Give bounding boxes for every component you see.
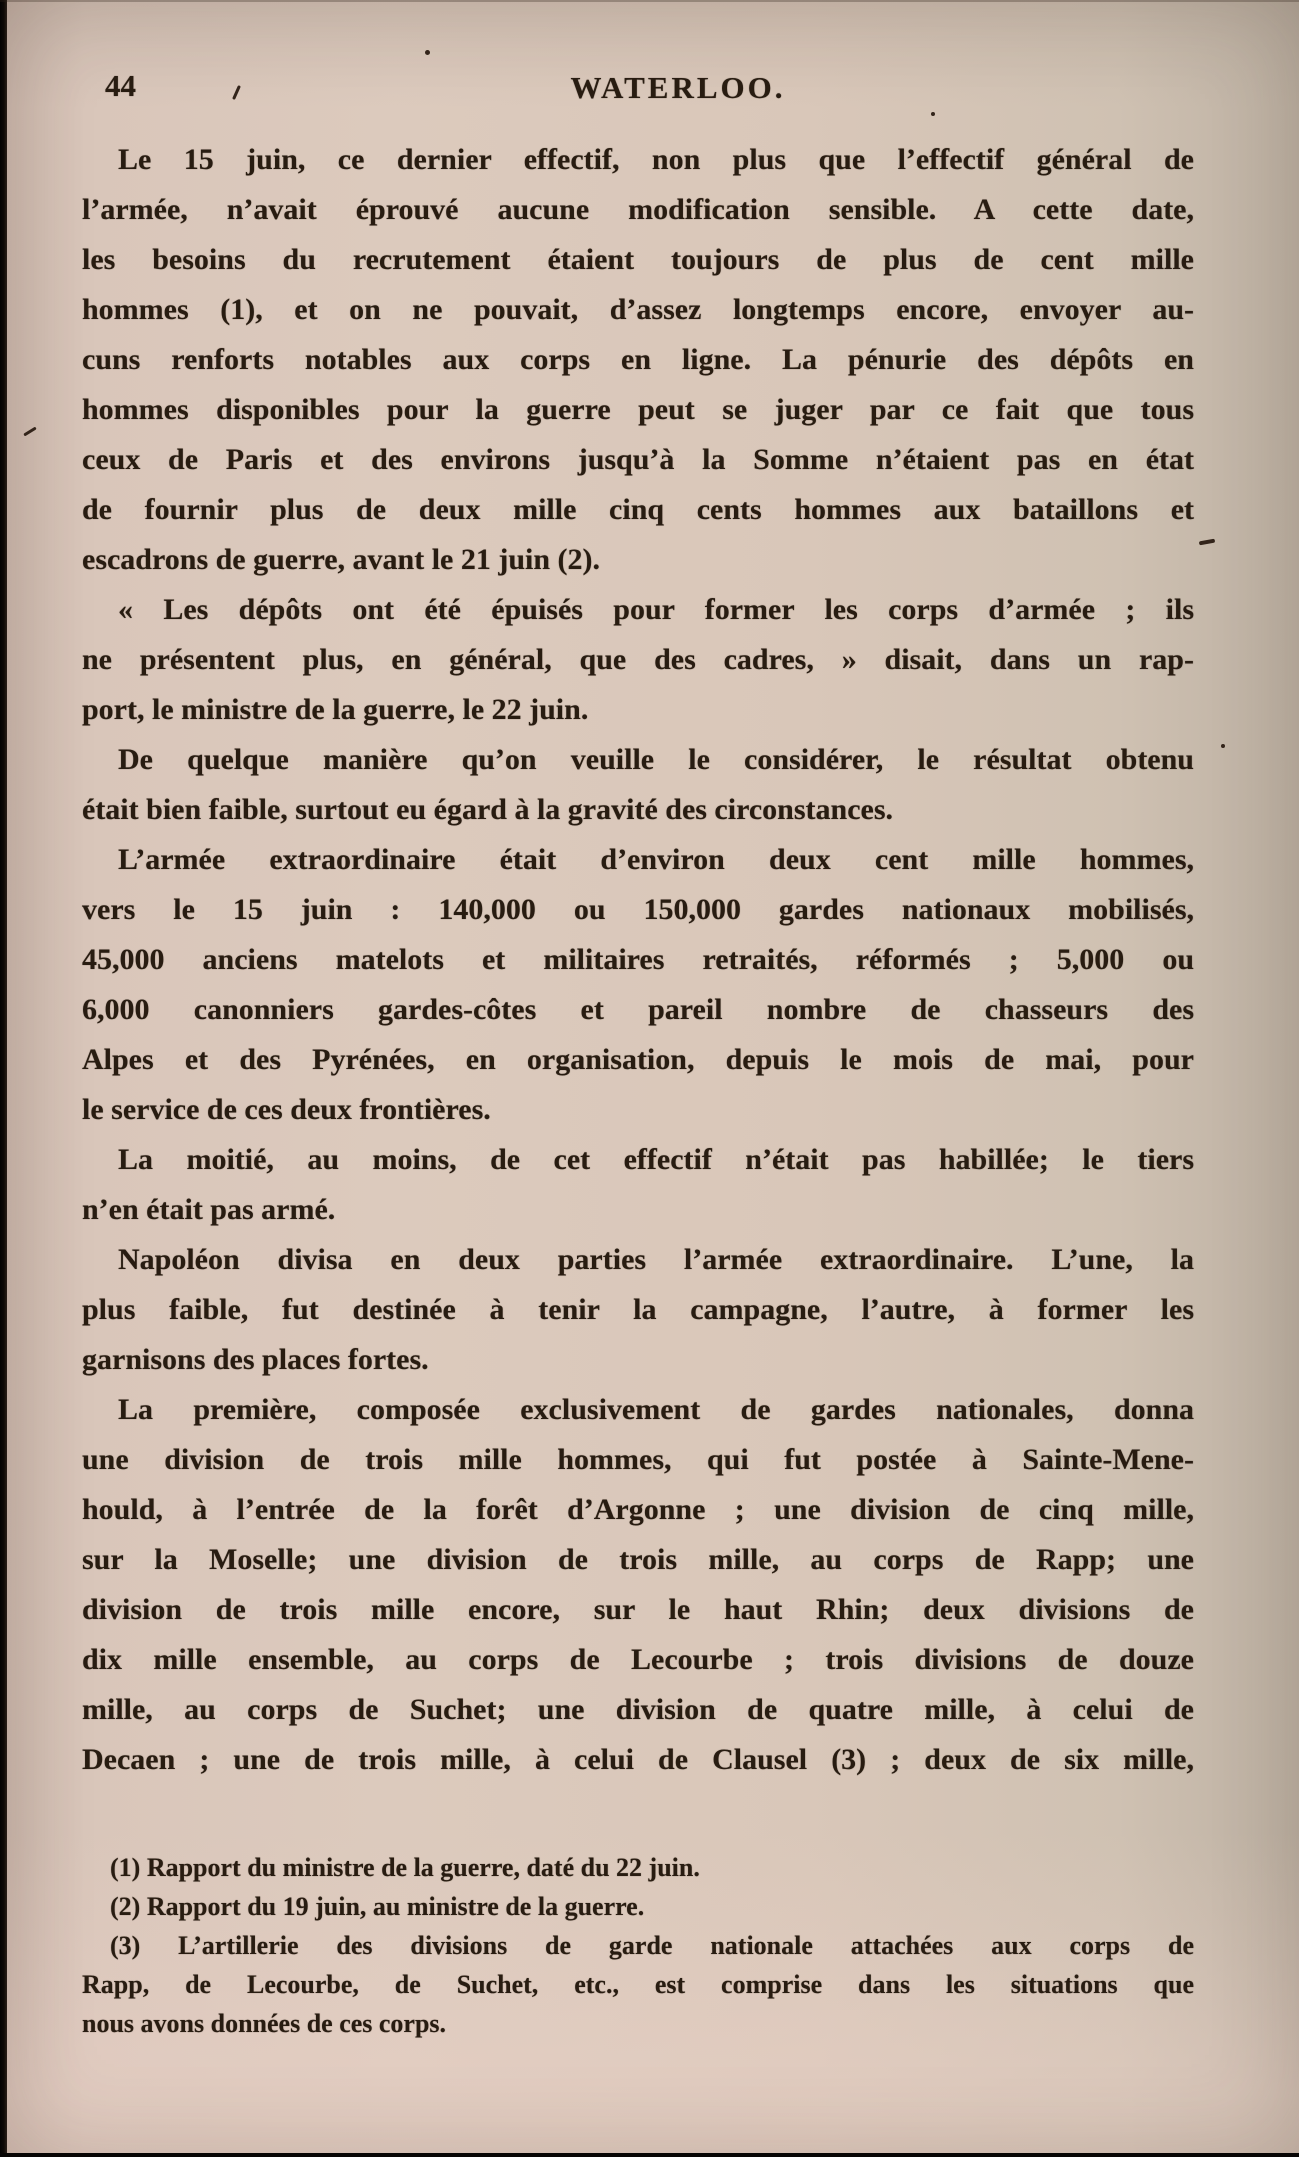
page xyxy=(7,0,1299,2154)
scan-bottom-edge xyxy=(0,2153,1299,2157)
text-line: une division de trois mille hommes, qui fut postée à Sainte-Mene- xyxy=(82,1443,1194,1476)
footnote-line: (2) Rapport du 19 juin, au ministre de la guerre. xyxy=(110,1892,645,1921)
text-line: de fournir plus de deux mille cinq cents hommes aux bataillons et xyxy=(82,493,1194,526)
text-line: escadrons de guerre, avant le 21 juin (2). xyxy=(82,543,601,576)
text-line: Decaen ; une de trois mille, à celui de Clausel (3) ; deux de six mille, xyxy=(82,1743,1194,1776)
text-line: La moitié, au moins, de cet effectif n’était pas habillée; le tiers xyxy=(118,1143,1194,1176)
text-line: hommes (1), et on ne pouvait, d’assez longtemps encore, envoyer au- xyxy=(82,293,1194,326)
scan-top-edge xyxy=(0,0,1299,2)
text-line: mille, au corps de Suchet; une division de quatre mille, à celui de xyxy=(82,1693,1194,1726)
text-line: les besoins du recrutement étaient toujours de plus de cent mille xyxy=(82,243,1194,276)
footnote-line: Rapp, de Lecourbe, de Suchet, etc., est comprise dans les situations que xyxy=(82,1970,1194,1999)
page-number: 44 xyxy=(105,68,136,103)
scan-speck xyxy=(1221,744,1225,748)
text-line: L’armée extraordinaire était d’environ deux cent mille hommes, xyxy=(118,843,1194,876)
text-line: « Les dépôts ont été épuisés pour former les corps d’armée ; ils xyxy=(118,593,1194,626)
text-line: le service de ces deux frontières. xyxy=(82,1093,491,1126)
text-line: hould, à l’entrée de la forêt d’Argonne ; une division de cinq mille, xyxy=(82,1493,1194,1526)
text-line: garnisons des places fortes. xyxy=(82,1343,429,1376)
running-title: WATERLOO. xyxy=(570,70,786,105)
footnote-line: nous avons données de ces corps. xyxy=(82,2009,447,2038)
text-line: Napoléon divisa en deux parties l’armée extraordinaire. L’une, la xyxy=(118,1243,1194,1276)
footnote-line: (1) Rapport du ministre de la guerre, daté du 22 juin. xyxy=(110,1853,700,1882)
footnote-line: (3) L’artillerie des divisions de garde nationale attachées aux corps de xyxy=(110,1931,1194,1960)
scan-speck xyxy=(931,112,935,116)
text-line: l’armée, n’avait éprouvé aucune modification sensible. A cette date, xyxy=(82,193,1194,226)
text-line: hommes disponibles pour la guerre peut se juger par ce fait que tous xyxy=(82,393,1194,426)
text-line: port, le ministre de la guerre, le 22 juin. xyxy=(82,693,589,726)
text-line: Alpes et des Pyrénées, en organisation, depuis le mois de mai, pour xyxy=(82,1043,1194,1076)
paragraph xyxy=(82,835,1194,1135)
paragraph xyxy=(82,135,1194,585)
text-line: 6,000 canonniers gardes-côtes et pareil nombre de chasseurs des xyxy=(82,993,1194,1026)
scan-left-edge xyxy=(0,0,7,2157)
text-line: La première, composée exclusivement de gardes nationales, donna xyxy=(118,1393,1194,1426)
text-line: était bien faible, surtout eu égard à la gravité des circonstances. xyxy=(82,793,894,826)
text-line: ne présentent plus, en général, que des cadres, » disait, dans un rap- xyxy=(82,643,1194,676)
paragraph xyxy=(82,1385,1194,1785)
text-line: vers le 15 juin : 140,000 ou 150,000 gardes nationaux mobilisés, xyxy=(82,893,1194,926)
footnotes xyxy=(82,1848,1194,2043)
paragraph xyxy=(82,735,1194,835)
text-line: plus faible, fut destinée à tenir la campagne, l’autre, à former les xyxy=(82,1293,1194,1326)
paragraph xyxy=(82,585,1194,735)
text-line: sur la Moselle; une division de trois mille, au corps de Rapp; une xyxy=(82,1543,1194,1576)
scan-speck xyxy=(1199,539,1215,546)
scan-speck xyxy=(23,427,36,437)
text-line: dix mille ensemble, au corps de Lecourbe ; trois divisions de douze xyxy=(82,1643,1194,1676)
paragraph xyxy=(82,1135,1194,1235)
text-line: De quelque manière qu’on veuille le considérer, le résultat obtenu xyxy=(118,743,1194,776)
body-text xyxy=(82,135,1194,1785)
scan-speck xyxy=(425,50,430,55)
paragraph xyxy=(82,1235,1194,1385)
text-line: cuns renforts notables aux corps en ligne. La pénurie des dépôts en xyxy=(82,343,1194,376)
text-line: ceux de Paris et des environs jusqu’à la Somme n’étaient pas en état xyxy=(82,443,1194,476)
text-line: division de trois mille encore, sur le haut Rhin; deux divisions de xyxy=(82,1593,1194,1626)
text-line: 45,000 anciens matelots et militaires retraités, réformés ; 5,000 ou xyxy=(82,943,1194,976)
text-line: Le 15 juin, ce dernier effectif, non plus que l’effectif général de xyxy=(118,143,1194,176)
text-line: n’en était pas armé. xyxy=(82,1193,336,1226)
